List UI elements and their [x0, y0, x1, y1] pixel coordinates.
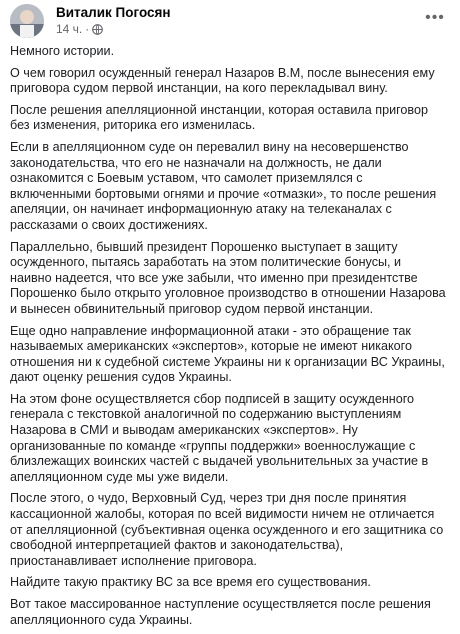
paragraph: Вот такое массированное наступление осуществляется после решения апелляционного суда Украины. [10, 597, 431, 627]
paragraph: После этого, о чудо, Верховный Суд, через три дня после принятия кассационной жалобы, которая по всей видимости ничем не отличается от апелляционной (субъективная оценка осужденного и его защитника со свободной интерпретацией фактов и законодательства), приостанавливает исполнение приговора. [10, 491, 444, 568]
paragraph: Параллельно, бывший президент Порошенко выступает в защиту осужденного, пытаясь заработать на этом политические бонусы, и наивно надеется, что все уже забыли, что именно при президентстве Порошенко было открыто уголовное производство в отношении Назарова и вынесен обвинительный приговор судом первой инстанции. [10, 239, 446, 316]
avatar[interactable] [10, 4, 44, 38]
paragraph: Найдите такую практику ВС за все время его существования. [10, 575, 371, 590]
more-icon[interactable]: ••• [425, 9, 445, 26]
paragraph: О чем говорил осужденный генерал Назаров В.М, после вынесения ему приговора судом первой инстанции, на кого перекладывал вину. [10, 65, 435, 96]
post-text [10, 44, 446, 634]
post-time[interactable]: 14 ч. [56, 22, 83, 36]
paragraph: На этом фоне осуществляется сбор подписей в защиту осужденного генерала с текстовкой аналогичной по содержанию выступлениям Назарова в СМИ и выводам американских «экспертов». Ну организованные по команде «группы поддержки» военнослужащие с близлежащих воинских частей с выдачей увольнительных за участие в апелляционном суде мы уже видели. [10, 391, 429, 484]
paragraph: Немного истории. [10, 44, 115, 58]
author-name[interactable]: Виталик Погосян [56, 5, 171, 20]
post-meta [56, 22, 103, 36]
separator-dot: · [85, 22, 90, 36]
paragraph: Если в апелляционном суде он перевалил вину на несовершенство законодательства, что его не назначали на должность, не дали ознакомится с Боевым уставом, что самолет приземлялся с включенными бортовыми огнями и прочие «отмазки», то после решения апеляции, он начинает информационную атаку на телеканалах с рассказами о своих достижениях. [10, 139, 437, 232]
paragraph: После решения апелляционной инстанции, которая оставила приговор без изменения, риторика его изменилась. [10, 102, 428, 133]
post-header [10, 4, 450, 38]
paragraph: Еще одно направление информационной атаки - это обращение так называемых американских «экспертов», которые не имеют никакого отношения ни к судебной системе Украины ни к организации ВС Украины, дают оценку решения судов Украины. [10, 323, 445, 385]
avatar-photo [10, 4, 44, 38]
globe-icon[interactable] [92, 24, 103, 35]
